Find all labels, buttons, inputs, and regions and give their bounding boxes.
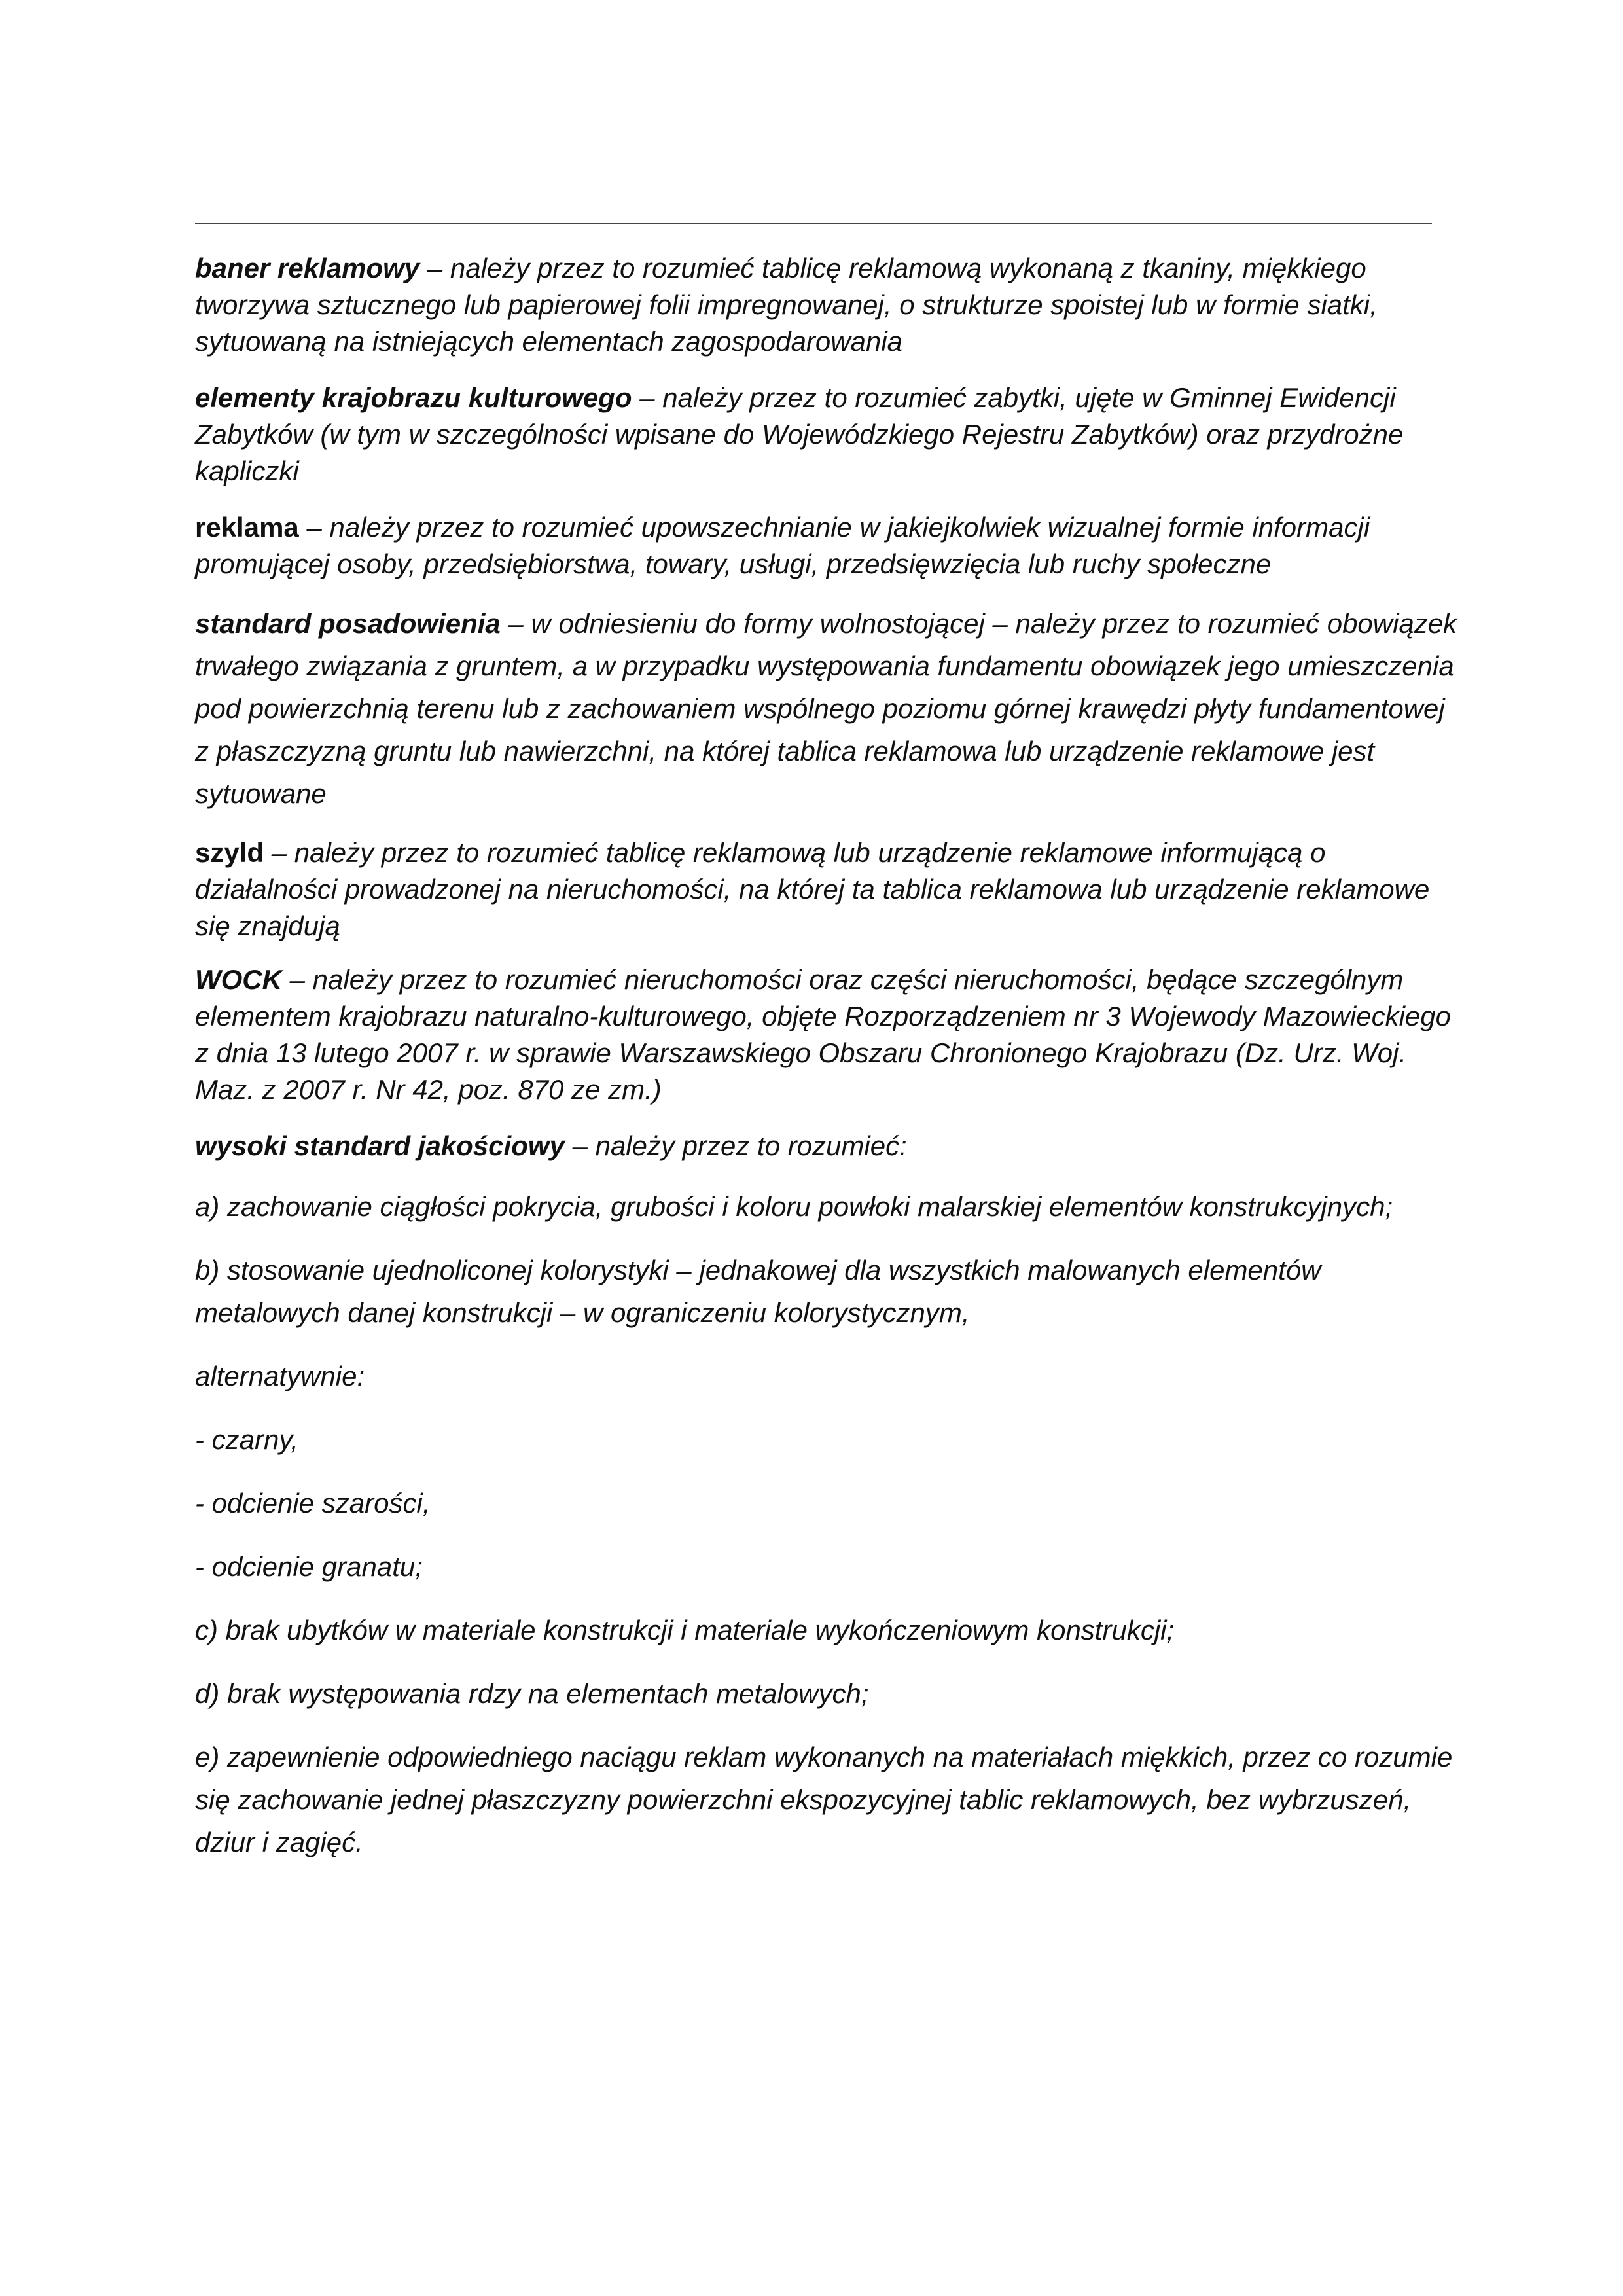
- definition-text: – należy przez to rozumieć zabytki, ujęte w Gminnej Ewidencji Zabytków (w tym w szczególności wpisane do Wojewódzkiego Rejestru Zabytków) oraz przydrożne kapliczki: [195, 382, 1404, 486]
- definition-text: – należy przez to rozumieć tablicę reklamową wykonaną z tkaniny, miękkiego tworzywa sztucznego lub papierowej folii impregnowanej, o strukturze spoistej lub w formie siatki, sytuowaną na istniejących elementach zagospodarowania: [195, 253, 1378, 357]
- definition-szyld: [195, 834, 1461, 944]
- definitions-content: [195, 250, 1461, 1884]
- definition-term: baner reklamowy: [195, 253, 420, 283]
- definition-term: WOCK: [195, 964, 282, 995]
- definition-text: – należy przez to rozumieć tablicę reklamową lub urządzenie reklamowe informującą o działalności prowadzonej na nieruchomości, na której ta tablica reklamowa lub urządzenie reklamowe się znajdują: [195, 837, 1430, 941]
- list-item-czarny: - czarny,: [195, 1424, 298, 1455]
- list-item-a: a) zachowanie ciągłości pokrycia, grubości i koloru powłoki malarskiej elementów konstrukcyjnych;: [195, 1191, 1393, 1222]
- definition-reklama: [195, 509, 1461, 583]
- definition-wock: [195, 961, 1461, 1108]
- list-item-alternatywnie: alternatywnie:: [195, 1361, 365, 1391]
- definition-term: reklama: [195, 512, 299, 543]
- definition-term: elementy krajobrazu kulturowego: [195, 382, 632, 413]
- definition-text: – należy przez to rozumieć upowszechnianie w jakiejkolwiek wizualnej formie informacji promującej osoby, przedsiębiorstwa, towary, usługi, przedsięwzięcia lub ruchy społeczne: [195, 512, 1370, 579]
- definition-term: szyld: [195, 837, 264, 868]
- list-item-granatu: - odcienie granatu;: [195, 1551, 423, 1582]
- list-item-d: d) brak występowania rdzy na elementach metalowych;: [195, 1678, 869, 1709]
- list-item-e: e) zapewnienie odpowiedniego naciągu reklam wykonanych na materiałach miękkich, przez co rozumie się zachowanie jednej płaszczyzny powierzchni ekspozycyjnej tablic reklamowych, bez wybrzuszeń, dziur i zagięć.: [195, 1742, 1453, 1857]
- definition-wysoki-standard: [195, 1128, 1461, 1164]
- list-item-szarosci: - odcienie szarości,: [195, 1488, 431, 1518]
- definition-term: standard posadowienia: [195, 608, 501, 639]
- list-item-b: b) stosowanie ujednoliconej kolorystyki – jednakowej dla wszystkich malowanych elementów metalowych danej konstrukcji – w ograniczeniu kolorystycznym,: [195, 1255, 1321, 1328]
- top-rule-divider: [195, 223, 1432, 224]
- list-item-c: c) brak ubytków w materiale konstrukcji i materiale wykończeniowym konstrukcji;: [195, 1615, 1175, 1645]
- definition-baner-reklamowy: [195, 250, 1461, 360]
- definition-term: wysoki standard jakościowy: [195, 1130, 565, 1161]
- definition-text: – należy przez to rozumieć:: [564, 1130, 907, 1161]
- definition-elementy-krajobrazu: [195, 380, 1461, 490]
- definition-text: – w odniesieniu do formy wolnostojącej – należy przez to rozumieć obowiązek trwałego związania z gruntem, a w przypadku występowania fundamentu obowiązek jego umieszczenia pod powierzchnią terenu lub z zachowaniem wspólnego poziomu górnej krawędzi płyty fundamentowej z płaszczyzną gruntu lub nawierzchni, na której tablica reklamowa lub urządzenie reklamowe jest sytuowane: [195, 608, 1457, 809]
- definition-standard-posadowienia: [195, 602, 1461, 815]
- definition-text: – należy przez to rozumieć nieruchomości oraz części nieruchomości, będące szczególnym elementem krajobrazu naturalno-kulturowego, objęte Rozporządzeniem nr 3 Wojewody Mazowieckiego z dnia 13 lutego 2007 r. w sprawie Warszawskiego Obszaru Chronionego Krajobrazu (Dz. Urz. Woj. Maz. z 2007 r. Nr 42, poz. 870 ze zm.): [195, 964, 1451, 1105]
